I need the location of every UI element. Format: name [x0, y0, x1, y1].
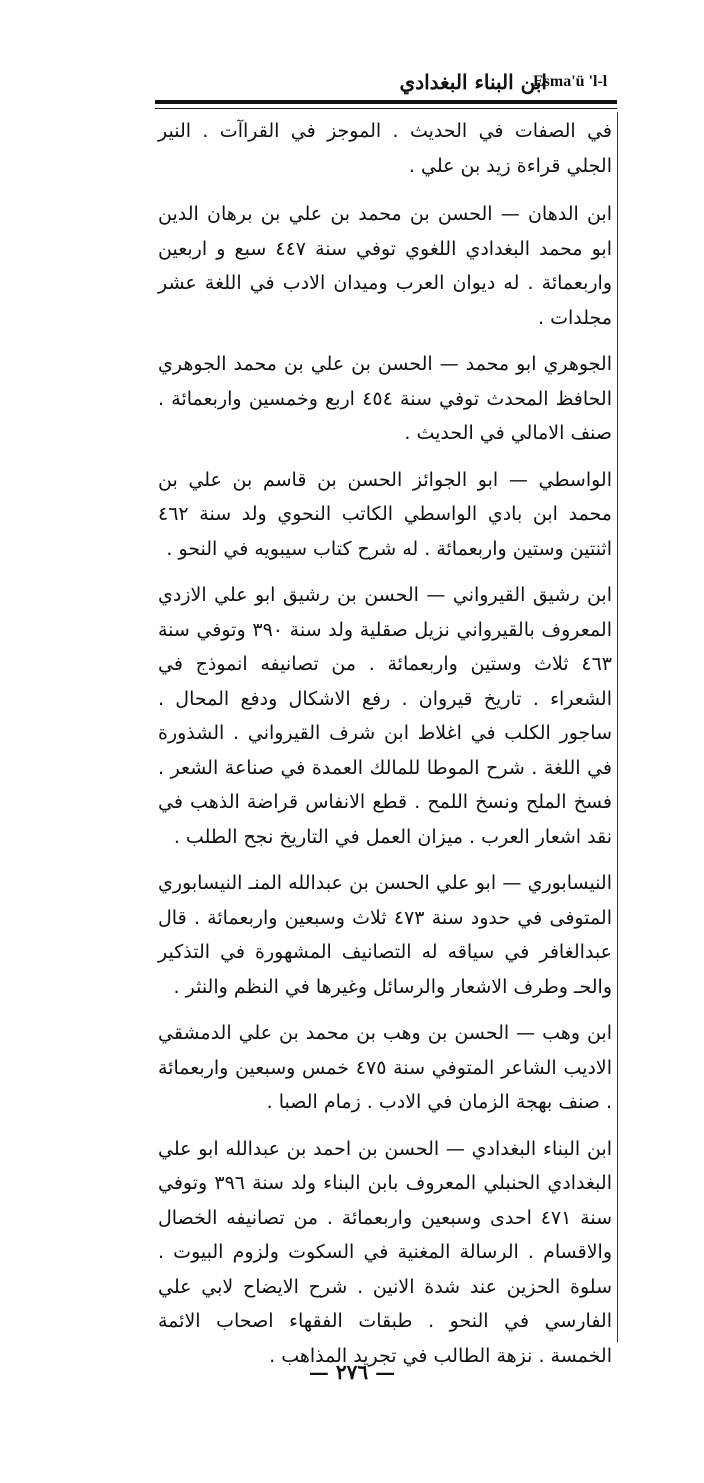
running-header	[155, 64, 617, 98]
header-title: ابن البناء البغدادي	[399, 70, 547, 94]
entry-ibn-al-banna: ابن البناء البغدادي — الحسن بن احمد بن عبدالله ابو علي البغدادي الحنبلي المعروف بابن البناء ولد سنة ٣٩٦ وتوفي سنة ٤٧١ احدى وسبعين واربعمائة . من تصانيفه الخصال والاقسام . الرسالة المغنية في السكوت ولزوم البيوت . سلوة الحزين عند شدة الانين . شرح الايضاح لابي علي الفارسي في النحو . طبقات الفقهاء اصحاب الائمة الخمسة . نزهة الطالب في تجريد المذاهب .	[158, 1137, 613, 1367]
entry-al-jawhari: الجوهري ابو محمد — الحسن بن علي بن محمد الجوهري الحافظ المحدث توفي سنة ٤٥٤ اربع وخمسين واربعمائة . صنف الامالي في الحديث .	[158, 353, 612, 444]
header-rule-thick	[155, 100, 617, 104]
entry-al-naysaburi: النيسابوري — ابو علي الحسن بن عبدالله المنـ النيسابوري المتوفى في حدود سنة ٤٧٣ ثلاث وسبعين واربعمائة . قال عبدالغافر في سياقه له التصانيف المشهورة في التذكير والحـ وطرف الاشعار والرسائل وغيرها في النظم والنثر .	[158, 872, 612, 998]
entry-ibn-rashiq: ابن رشيق القيرواني — الحسن بن رشيق ابو علي الازدي المعروف بالقيرواني نزيل صقلية ولد سنة ٣٩٠ وتوفي سنة ٤٦٣ ثلاث وستين واربعمائة . من تصانيفه انموذج في الشعراء . تاريخ قيروان . رفع الاشكال ودفع المحال . ساجور الكلب في اغلاط ابن شرف القيرواني . الشذورة في اللغة . شرح الموطا للمالك العمدة في صناعة الشعر . فسخ الملح ونسخ اللمح . قطع الانفاس قراضة الذهب في نقد اشعار العرب . ميزان العمل في التاريخ نجح الطلب .	[158, 584, 613, 848]
header-rule-thin	[155, 108, 617, 109]
margin-rule	[617, 112, 618, 1342]
body-text	[158, 114, 612, 1385]
entry-continuation: في الصفات في الحديث . الموجز في القراآت . النير الجلي قراءة زيد بن علي .	[158, 120, 612, 177]
entry-ibn-wahb: ابن وهب — الحسن بن وهب بن محمد بن علي الدمشقي الاديب الشاعر المتوفي سنة ٤٧٥ خمس وسبعين واربعمائة . صنف بهجة الزمان في الادب . زمام الصبا .	[158, 1022, 612, 1113]
entry-ibn-al-dahhan: ابن الدهان — الحسن بن محمد بن علي بن برهان الدين ابو محمد البغدادي اللغوي توفي سنة ٤٤٧ سبع و اربعين واربعمائة . له ديوان العرب وميدان الادب في اللغة عشر مجلدات .	[158, 203, 612, 329]
entry-al-wasiti: الواسطي — ابو الجوائز الحسن بن قاسم بن علي بن محمد ابن بادي الواسطي الكاتب النحوي ولد سنة ٤٦٢ اثنتين وستين واربعمائة . له شرح كتاب سيبويه في النحو .	[158, 468, 612, 560]
page-number: — ٢٧٦ —	[308, 1360, 396, 1384]
header-series: Esma'ü 'l-l	[533, 73, 608, 90]
